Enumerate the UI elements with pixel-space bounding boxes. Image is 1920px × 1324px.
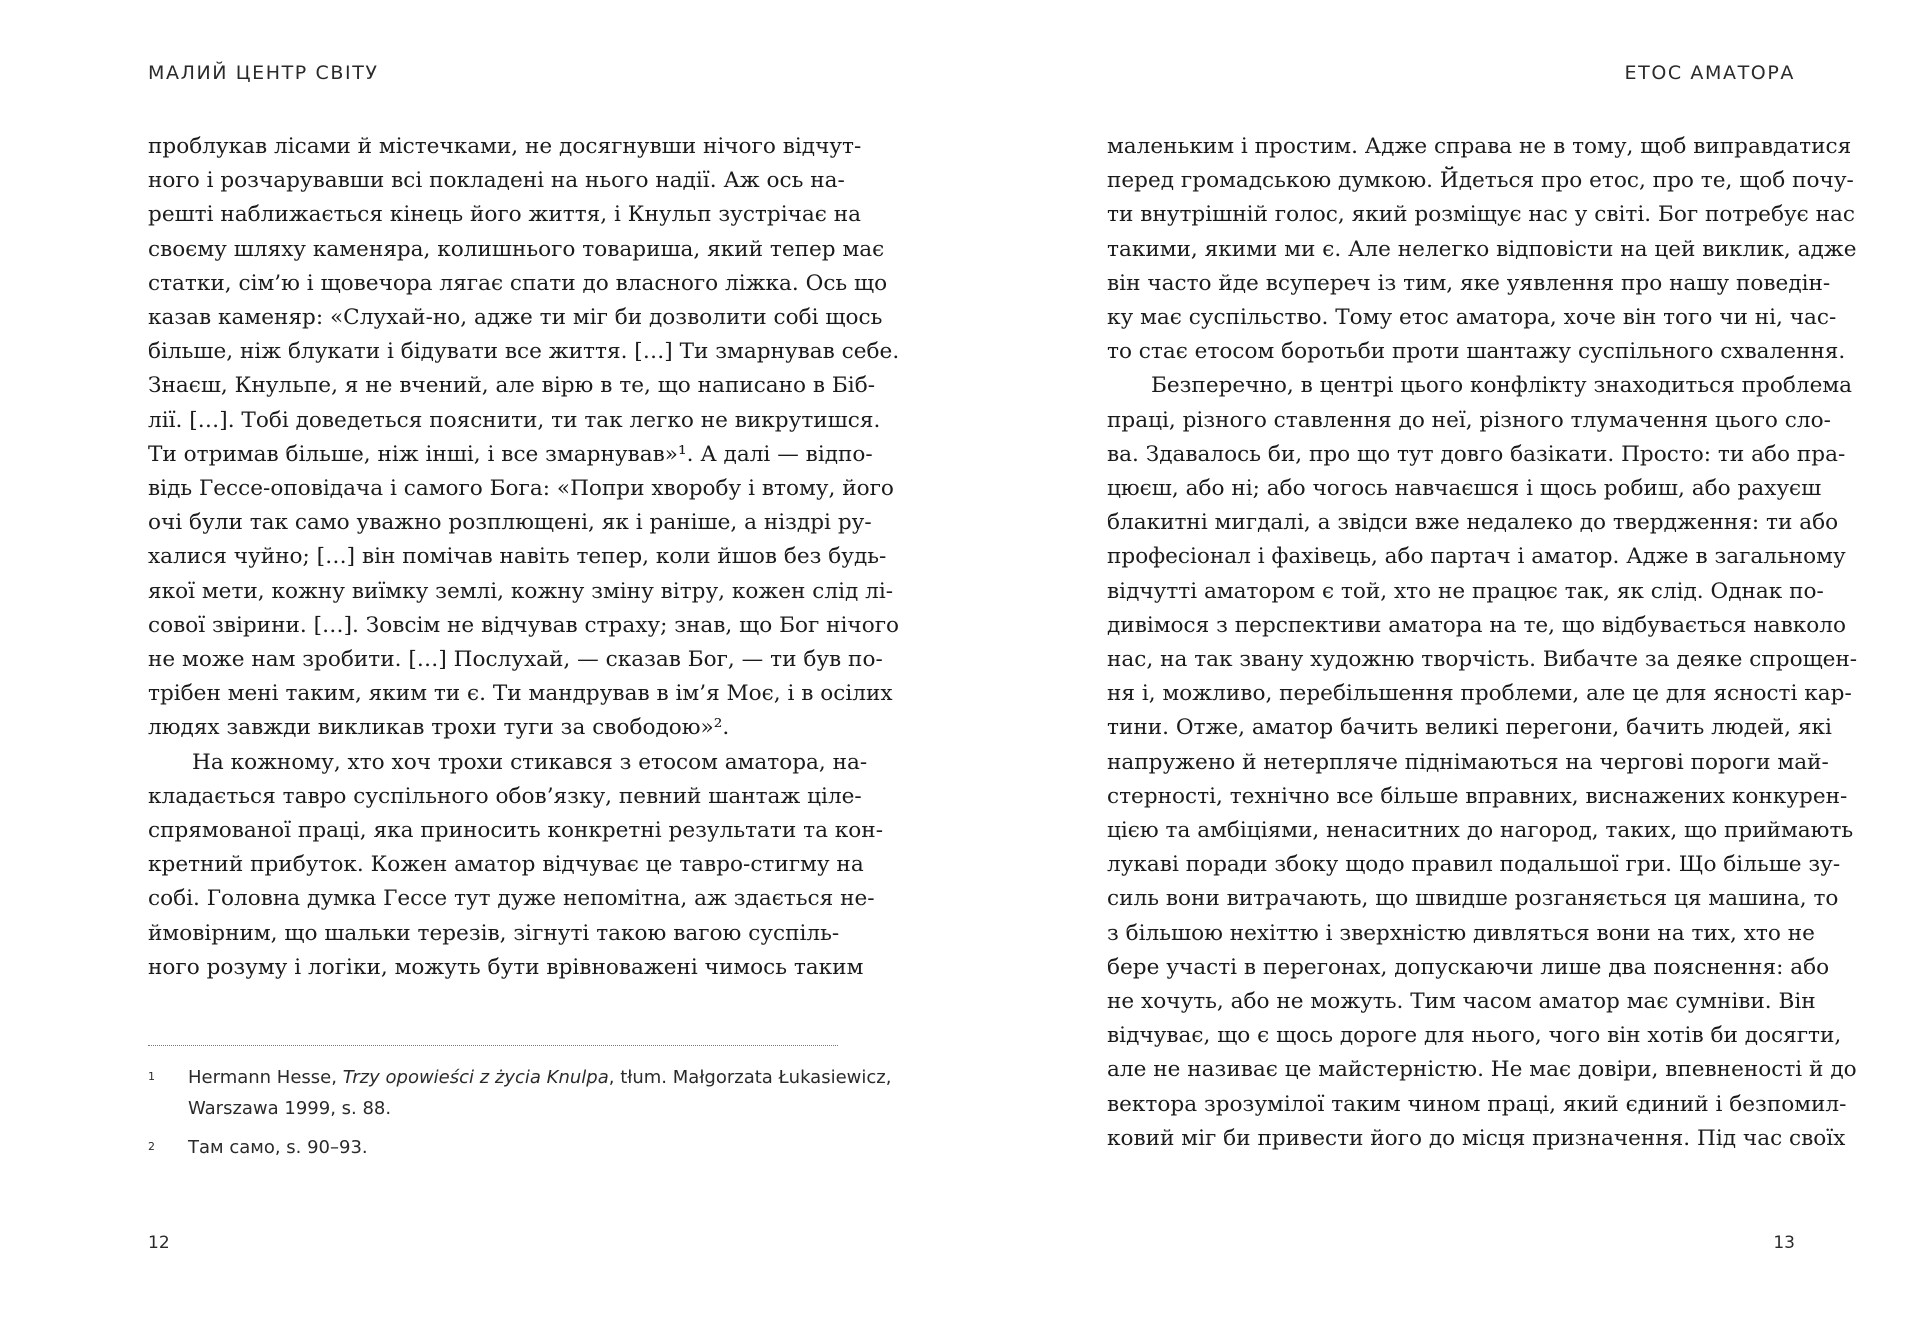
page-number-right: 13 <box>1773 1233 1795 1253</box>
text-line: такими, якими ми є. Але нелегко відповісти на цей виклик, адже <box>1107 236 1857 262</box>
text-line: блакитні мигдалі, а звідси вже недалеко до твердження: ти або <box>1107 510 1839 536</box>
text-line: Ти отримав більше, ніж інші, і все змарнував»¹. А далі — відпо- <box>148 441 873 467</box>
text-line: але не називає це майстерністю. Не має довіри, впевненості й до <box>1107 1057 1857 1083</box>
text-line: стерності, технічно все більше вправних, виснажених конкурен- <box>1107 783 1848 809</box>
text-line: ня і, можливо, перебільшення проблеми, але це для ясності кар- <box>1107 681 1852 707</box>
text-line: решті наближається кінець його життя, і Кнульп зустрічає на <box>148 202 861 228</box>
text-line: очі були так само уважно розплющені, як і раніше, а ніздрі ру- <box>148 510 872 536</box>
text-line: лії. […]. Тобі доведеться пояснити, ти так легко не викрутишся. <box>148 407 881 433</box>
footnote-book-title: Trzy opowieści z życia Knulpa <box>342 1067 609 1088</box>
text-line: напружено й нетерпляче піднімаються на чергові пороги май- <box>1107 749 1829 775</box>
text-line: Безперечно, в центрі цього конфлікту знаходиться проблема <box>1151 373 1853 399</box>
text-line: ного розуму і логіки, можуть бути врівноважені чимось таким <box>148 954 864 980</box>
text-line: він часто йде всупереч із тим, яке уявлення про нашу поведін- <box>1107 270 1831 296</box>
text-line: спрямованої праці, яка приносить конкретні результати та кон- <box>148 818 883 844</box>
footnote-divider <box>148 1045 838 1046</box>
text-line: своєму шляху каменяра, колишнього товариша, який тепер має <box>148 236 885 262</box>
running-head-left: МАЛИЙ ЦЕНТР СВІТУ <box>148 62 379 84</box>
text-line: халися чуйно; […] він помічав навіть тепер, коли йшов без будь- <box>148 544 887 570</box>
footnote-text: Warszawa 1999, s. 88. <box>188 1098 392 1119</box>
footnote-text: Hermann Hesse, <box>188 1067 343 1088</box>
text-line: якої мети, кожну виїмку землі, кожну зміну вітру, кожен слід лі- <box>148 578 894 604</box>
text-line: тини. Отже, аматор бачить великі перегони, бачить людей, які <box>1107 715 1832 741</box>
text-line: проблукав лісами й містечками, не досягнувши нічого відчут- <box>148 134 862 159</box>
body-text-left <box>148 130 900 985</box>
text-line: відчутті аматором є той, хто не працює так, як слід. Однак по- <box>1107 578 1824 604</box>
text-line: відь Гессе-оповідача і самого Бога: «Попри хворобу і втому, його <box>148 476 894 502</box>
page-number-left: 12 <box>148 1233 170 1253</box>
body-text-right <box>1107 130 1858 1156</box>
text-line: людях завжди викликав трохи туги за свободою»². <box>148 715 730 741</box>
text-line: кладається тавро суспільного обов’язку, певний шантаж ціле- <box>148 783 862 809</box>
footnote-text: , tłum. Małgorzata Łukasiewicz, <box>608 1067 892 1088</box>
text-line: лукаві поради збоку щодо правил подальшої гри. Що більше зу- <box>1107 852 1841 878</box>
footnote-text: Там само, s. 90–93. <box>188 1137 368 1158</box>
text-line: то стає етосом боротьби проти шантажу суспільного схвалення. <box>1107 339 1846 365</box>
right-page <box>960 0 1920 1324</box>
text-line: силь вони витрачають, що швидше розганяється ця машина, то <box>1107 886 1839 912</box>
text-line: праці, різного ставлення до неї, різного тлумачення цього сло- <box>1107 407 1831 433</box>
text-line: нас, на так звану художню творчість. Вибачте за деяке спрощен- <box>1107 647 1858 673</box>
text-line: Знаєш, Кнульпе, я не вчений, але вірю в те, що написано в Біб- <box>148 373 876 399</box>
text-line: цією та амбіціями, ненаситних до нагород, таких, що приймають <box>1107 818 1854 844</box>
text-line: ковий міг би привести його до місця призначення. Під час своїх <box>1107 1125 1846 1151</box>
text-line: цюєш, або ні; або чогось навчаєшся і щось робиш, або рахуєш <box>1107 476 1822 502</box>
text-line: ти внутрішній голос, який розміщує нас у світі. Бог потребує нас <box>1107 202 1855 228</box>
text-line: більше, ніж блукати і бідувати все життя. […] Ти змарнував себе. <box>148 339 900 365</box>
text-line: На кожному, хто хоч трохи стикався з етосом аматора, на- <box>192 749 868 775</box>
footnote-mark: 2 <box>148 1140 155 1153</box>
running-head-right: ЕТОС АМАТОРА <box>1624 62 1795 84</box>
text-line: не хочуть, або не можуть. Тим часом аматор має сумніви. Він <box>1107 989 1816 1015</box>
text-line: собі. Головна думка Гессе тут дуже непомітна, аж здається не- <box>148 886 875 912</box>
text-line: перед громадською думкою. Йдеться про етос, про те, щоб почу- <box>1107 168 1854 194</box>
text-line: маленьким і простим. Адже справа не в тому, щоб виправдатися <box>1107 134 1852 159</box>
text-line: ного і розчарувавши всі покладені на нього надії. Аж ось на- <box>148 168 845 194</box>
text-line: дивімося з перспективи аматора на те, що відбувається навколо <box>1107 612 1846 638</box>
footnote-2 <box>148 1132 848 1163</box>
text-line: з більшою нехіттю і зверхністю дивляться вони на тих, хто не <box>1107 920 1815 946</box>
footnote-1 <box>148 1062 892 1124</box>
text-line: ку має суспільство. Тому етос аматора, хоче він того чи ні, час- <box>1107 305 1837 331</box>
footnotes <box>148 1062 892 1171</box>
text-line: ймовірним, що шальки терезів, зігнуті такою вагою суспіль- <box>148 920 840 946</box>
text-line: бере участі в перегонах, допускаючи лише два пояснення: або <box>1107 954 1830 980</box>
text-line: ва. Здавалось би, про що тут довго базікати. Просто: ти або пра- <box>1107 441 1846 467</box>
text-line: професіонал і фахівець, або партач і аматор. Адже в загальному <box>1107 544 1846 570</box>
text-line: казав каменяр: «Слухай-но, адже ти міг би дозволити собі щось <box>148 305 883 331</box>
text-line: вектора зрозумілої таким чином праці, який єдиний і безпомил- <box>1107 1091 1847 1117</box>
text-line: не може нам зробити. […] Послухай, — сказав Бог, — ти був по- <box>148 647 883 673</box>
text-line: трібен мені таким, яким ти є. Ти мандрував в ім’я Моє, і в осілих <box>148 681 893 707</box>
text-line: кретний прибуток. Кожен аматор відчуває це тавро-стигму на <box>148 852 864 878</box>
text-line: відчуває, що є щось дороге для нього, чого він хотів би досягти, <box>1107 1023 1842 1049</box>
text-line: статки, сім’ю і щовечора лягає спати до власного ліжка. Ось що <box>148 270 888 296</box>
footnote-mark: 1 <box>148 1070 155 1083</box>
text-line: сової звірини. […]. Зовсім не відчував страху; знав, що Бог нічого <box>148 612 900 638</box>
